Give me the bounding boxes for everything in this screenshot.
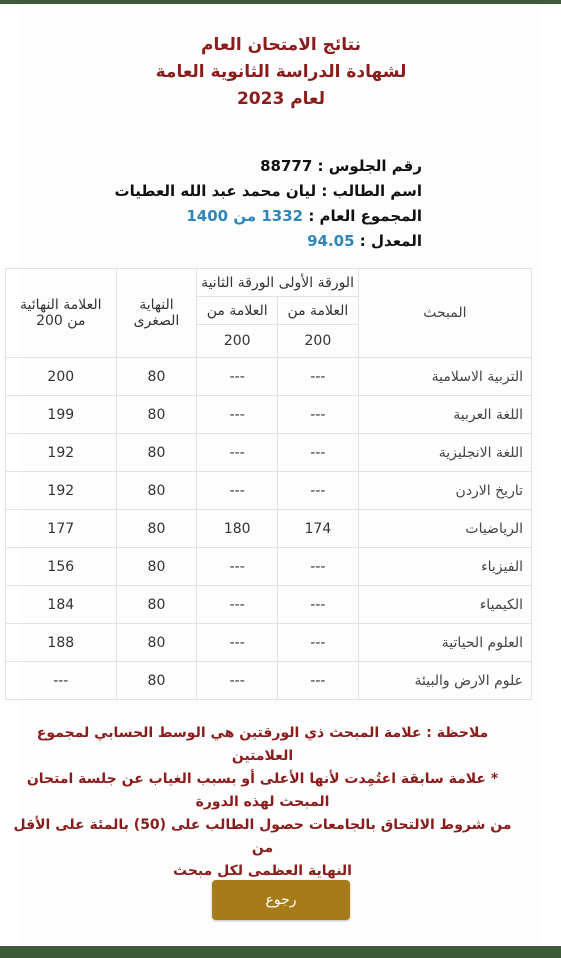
table-row (6, 358, 532, 396)
paper2-cell: --- (197, 624, 278, 662)
average-label: المعدل : (359, 232, 422, 250)
header-paper1: العلامة من (278, 297, 359, 325)
student-name-row (82, 179, 422, 204)
paper1-cell: 174 (278, 510, 359, 548)
paper2-cell: --- (197, 434, 278, 472)
paper1-cell: --- (278, 548, 359, 586)
min-cell: 80 (116, 510, 197, 548)
paper2-cell: --- (197, 358, 278, 396)
table-row (6, 396, 532, 434)
header-paper1-max: 200 (278, 325, 359, 358)
paper1-cell: --- (278, 434, 359, 472)
paper1-cell: --- (278, 624, 359, 662)
final-cell: 199 (6, 396, 117, 434)
title-line-2: لشهادة الدراسة الثانوية العامة (155, 62, 407, 82)
note-line-5: النهاية العظمى لكل مبحث (173, 863, 352, 879)
table-row (6, 510, 532, 548)
paper2-cell: --- (197, 662, 278, 700)
min-cell: 80 (116, 472, 197, 510)
title-line-1: نتائج الامتحان العام (201, 35, 361, 55)
header-final-line1: العلامة النهائية (20, 297, 102, 313)
student-name-label: اسم الطالب : (321, 182, 422, 200)
paper1-cell: --- (278, 472, 359, 510)
header-min-line2: الصغرى (133, 313, 180, 329)
page-title (22, 32, 540, 113)
total-label: المجموع العام : (308, 207, 422, 225)
table-row (6, 624, 532, 662)
paper2-cell: --- (197, 586, 278, 624)
results-table (5, 268, 532, 700)
subject-cell: اللغة الانجليزية (358, 434, 531, 472)
note-line-2: * علامة سابقة اعتُمِدت لأنها الأعلى أو بسبب الغياب عن جلسة امتحان (26, 771, 499, 787)
table-row (6, 434, 532, 472)
final-cell: --- (6, 662, 117, 700)
final-cell: 184 (6, 586, 117, 624)
subject-cell: التربية الاسلامية (358, 358, 531, 396)
min-cell: 80 (116, 434, 197, 472)
average-row (82, 229, 422, 254)
total-value: 1332 من 1400 (186, 207, 304, 225)
subject-cell: علوم الارض والبيئة (358, 662, 531, 700)
paper1-cell: --- (278, 586, 359, 624)
final-cell: 192 (6, 434, 117, 472)
subject-cell: تاريخ الاردن (358, 472, 531, 510)
header-paper2-max: 200 (197, 325, 278, 358)
min-cell: 80 (116, 548, 197, 586)
note-line-1: ملاحظة : علامة المبحث ذي الورقتين هي الوسط الحسابي لمجموع العلامتين (36, 725, 489, 764)
final-cell: 156 (6, 548, 117, 586)
final-cell: 200 (6, 358, 117, 396)
average-value: 94.05 (307, 232, 355, 250)
table-row (6, 472, 532, 510)
header-final-line2: من 200 (36, 313, 86, 329)
paper2-cell: --- (197, 396, 278, 434)
subject-cell: الرياضيات (358, 510, 531, 548)
seat-number-label: رقم الجلوس : (317, 157, 422, 175)
paper2-cell: --- (197, 548, 278, 586)
subject-cell: العلوم الحياتية (358, 624, 531, 662)
seat-number-value: 88777 (260, 157, 313, 175)
bottom-bar (0, 946, 561, 958)
final-cell: 188 (6, 624, 117, 662)
back-button[interactable]: رجوع (212, 880, 350, 920)
final-cell: 192 (6, 472, 117, 510)
paper1-cell: --- (278, 396, 359, 434)
paper2-cell: --- (197, 472, 278, 510)
notes (5, 722, 520, 883)
note-line-4: من شروط الالتحاق بالجامعات حصول الطالب على (50) بالمئة على الأقل من (13, 817, 512, 856)
header-min-line1: النهاية (139, 297, 174, 313)
header-paper2: العلامة من (197, 297, 278, 325)
total-row (82, 204, 422, 229)
min-cell: 80 (116, 586, 197, 624)
final-cell: 177 (6, 510, 117, 548)
seat-number-row (82, 154, 422, 179)
student-info (82, 154, 422, 254)
min-cell: 80 (116, 396, 197, 434)
table-row (6, 586, 532, 624)
min-cell: 80 (116, 662, 197, 700)
note-line-3: المبحث لهذه الدورة (195, 794, 330, 810)
paper1-cell: --- (278, 662, 359, 700)
min-cell: 80 (116, 624, 197, 662)
header-min (116, 269, 197, 358)
table-row (6, 548, 532, 586)
paper1-cell: --- (278, 358, 359, 396)
header-papers: الورقة الأولى الورقة الثانية (197, 269, 358, 297)
subject-cell: الكيمياء (358, 586, 531, 624)
paper2-cell: 180 (197, 510, 278, 548)
student-name-value: ليان محمد عبد الله العطيات (114, 182, 317, 200)
title-line-3: لعام 2023 (236, 89, 326, 109)
min-cell: 80 (116, 358, 197, 396)
subject-cell: الفيزياء (358, 548, 531, 586)
table-row (6, 662, 532, 700)
header-final (6, 269, 117, 358)
subject-cell: اللغة العربية (358, 396, 531, 434)
header-subject: المبحث (358, 269, 531, 358)
